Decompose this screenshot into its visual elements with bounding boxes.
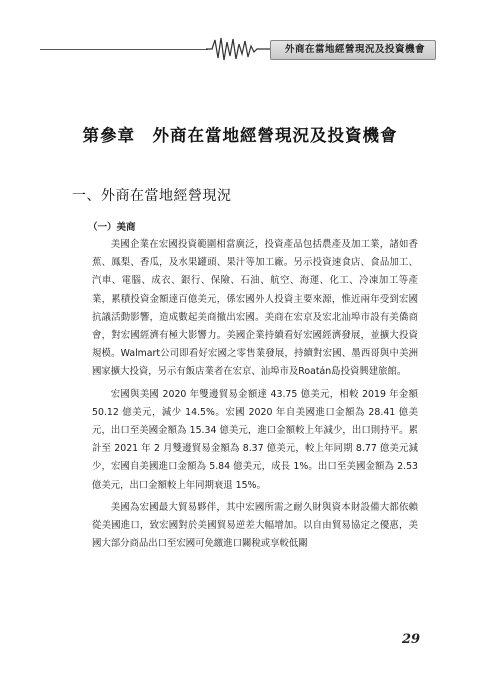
header-rule: [40, 49, 208, 50]
section-title: 一、外商在當地經營現況: [72, 188, 232, 204]
running-header: [40, 34, 436, 64]
subsection-label: （一）美商: [88, 222, 136, 233]
chapter-title: 第參章 外商在當地經營現況及投資機會: [82, 126, 398, 145]
heartbeat-wave-icon: [206, 36, 274, 62]
running-title: 外商在當地經營現況及投資機會: [270, 40, 436, 60]
paragraph: 美國企業在宏國投資範圍相當廣泛，投資產品包括農產及加工業，諸如香蕉、鳳梨、香瓜，及水果罐頭、果汁等加工廠。另示投資速食店、食品加工、汽車、電腦、成衣、銀行、保險、石油、航空、海運、化工、冷凍加工等產業，累積投資金額達百億美元，係宏國外人投資主要來源，惟近兩年受到宏國抗議活動影響，造成數起美商撤出宏國。美商在宏京及宏北汕埠市設有美僑商會，對宏國經濟有極大影響力。美國企業持續看好宏國經濟發展，並擴大投資規模。Walmart公司即看好宏國之零售業發展，持續對宏國、墨西哥與中美洲國家擴大投資，另示有飯店業者在宏京、汕埠市及Roatán島投資興建旅館。: [92, 239, 418, 378]
page-number: 29: [402, 632, 421, 647]
body-text: [92, 236, 418, 557]
paragraph: 美國為宏國最大貿易夥伴，其中宏國所需之耐久財與資本財設備大都依賴從美國進口，致宏國對於美國貿易逆差大幅增加。以自由貿易協定之優惠，美國大部分商品出口至宏國可免繳進口關稅或享較低關: [92, 501, 418, 550]
paragraph: 宏國與美國 2020 年雙邊貿易金額達 43.75 億美元，相較 2019 年金額 50.12 億美元，減少 14.5%。宏國 2020 年自美國進口金額為 28.41 億美元，出口至美國金額為 15.34 億美元，進口金額較上年減少，出口則持平。累計至 2021 年 2 月雙邊貿易金額為 8.37 億美元，較上年同期 8.77 億美元減少，宏國自美國進口金額為 5.84 億美元，成長 1%。出口至美國金額為 2.53 億美元，出口金額較上年同期衰退 15%。: [92, 388, 418, 491]
